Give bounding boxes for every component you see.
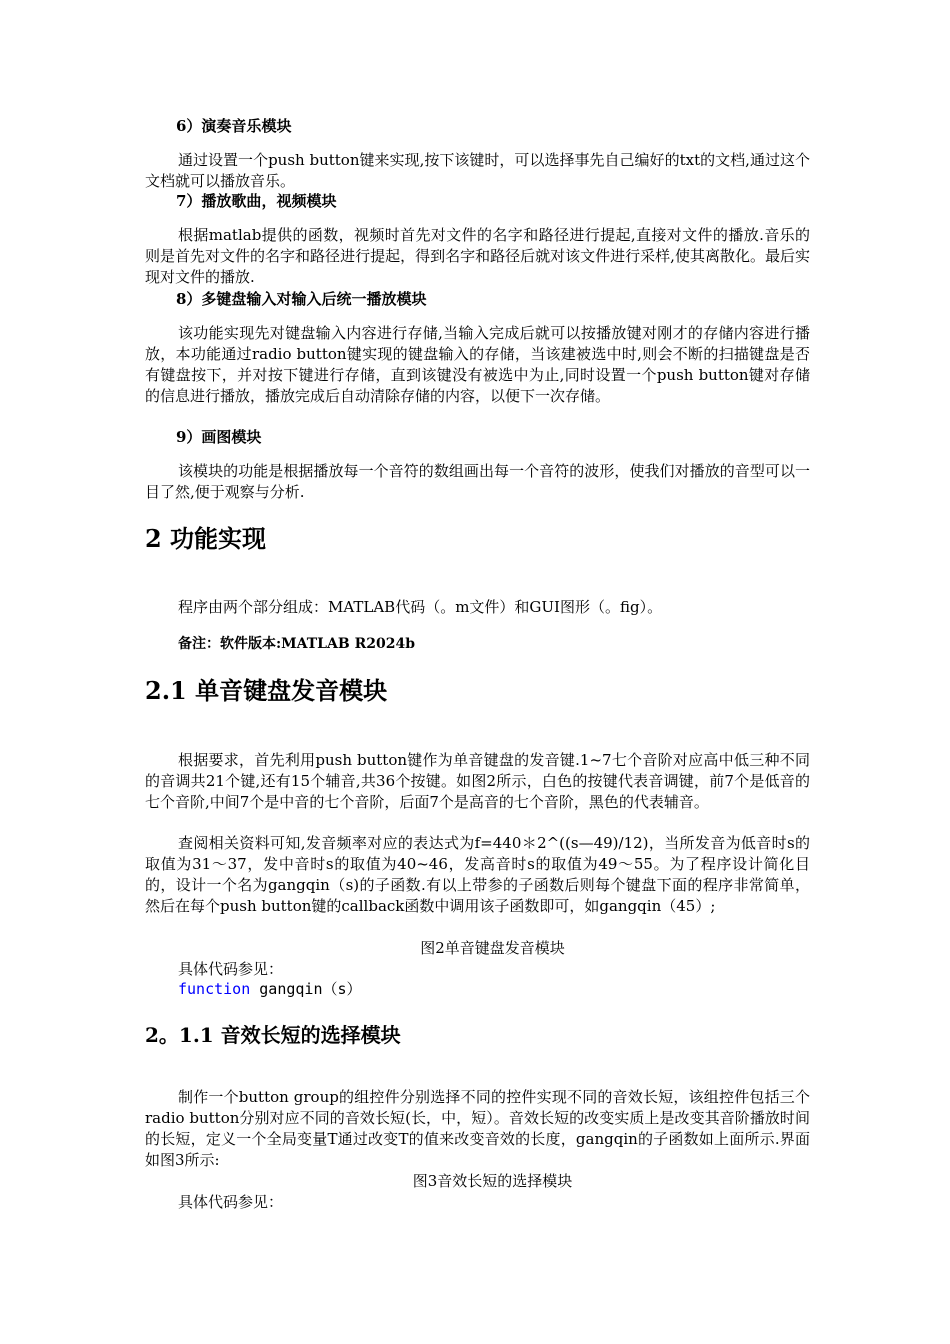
section-2-1-1-title: 2。1.1 音效长短的选择模块 <box>145 1023 401 1047</box>
section-6-body: 通过设置一个push button键来实现,按下该键时，可以选择事先自己编好的txt的文档,通过这个文档就可以播放音乐。 <box>145 151 810 190</box>
section-2-1-para-2: 查阅相关资料可知,发音频率对应的表达式为f=440＊2^((s—49)/12)，当所发音为低音时s的取值为31～37，发中音时s的取值为40~46，发高音时s的取值为49～55。为了程序设计简化目的，设计一个名为gangqin（s)的子函数.有以上带参的子函数后则每个键盘下面的程序非常简单，然后在每个push button键的callback函数中调用该子函数即可，如gangqin（45）; <box>145 834 810 915</box>
chapter-2-intro: 程序由两个部分组成：MATLAB代码（。m文件）和GUI图形（。fig）。 <box>178 598 663 616</box>
section-9-heading: 9）画图模块 <box>176 428 262 446</box>
figure-2-caption: 图2单音键盘发音模块 <box>420 939 565 957</box>
code-keyword: function <box>178 980 251 998</box>
section-2-1-1-para-1: 制作一个button group的组控件分别选择不同的控件实现不同的音效长短，该组控件包括三个radio button分别对应不同的音效长短(长，中，短）。音效长短的改变实质上是改变其音阶播放时间的长短，定义一个全局变量T通过改变T的值来改变音效的长度，gangqin的子函数如上面所示.界面如图3所示: <box>145 1088 810 1169</box>
section-7-heading: 7）播放歌曲，视频模块 <box>176 192 337 210</box>
section-6-heading: 6）演奏音乐模块 <box>176 117 292 135</box>
section-8-heading: 8）多键盘输入对输入后统一播放模块 <box>176 290 427 308</box>
chapter-2-title: 2 功能实现 <box>145 524 267 553</box>
code-reference-label: 具体代码参见： <box>178 960 284 978</box>
section-2-1-para-1: 根据要求，首先利用push button键作为单音键盘的发音键.1~7七个音阶对应高中低三种不同的音调共21个键,还有15个辅音,共36个按键。如图2所示，白色的按键代表音调键，前7个是低音的七个音阶,中间7个是中音的七个音阶，后面7个是高音的七个音阶，黑色的代表辅音。 <box>145 751 810 811</box>
section-7-body: 根据matlab提供的函数，视频时首先对文件的名字和路径进行提起,直接对文件的播放.音乐的则是首先对文件的名字和路径进行提起，得到名字和路径后就对该文件进行采样,使其离散化。最后实现对文件的播放. <box>145 226 810 286</box>
section-9-body: 该模块的功能是根据播放每一个音符的数组画出每一个音符的波形，使我们对播放的音型可以一目了然,便于观察与分析. <box>145 462 810 501</box>
section-2-1-title: 2.1 单音键盘发音模块 <box>145 676 388 705</box>
code-function-signature: gangqin（s） <box>250 980 362 998</box>
software-version-note: 备注：软件版本:MATLAB R2024b <box>178 636 415 652</box>
section-8-body: 该功能实现先对键盘输入内容进行存储,当输入完成后就可以按播放键对刚才的存储内容进行播放，本功能通过radio button键实现的键盘输入的存储，当该建被选中时,则会不断的扫描键盘是否有键盘按下，并对按下键进行存储，直到该键没有被选中为止,同时设置一个push button键对存储的信息进行播放，播放完成后自动清除存储的内容，以便下一次存储。 <box>145 324 810 405</box>
code-reference-label-2: 具体代码参见： <box>178 1193 284 1211</box>
code-snippet <box>178 979 843 999</box>
figure-3-caption: 图3音效长短的选择模块 <box>412 1172 573 1190</box>
